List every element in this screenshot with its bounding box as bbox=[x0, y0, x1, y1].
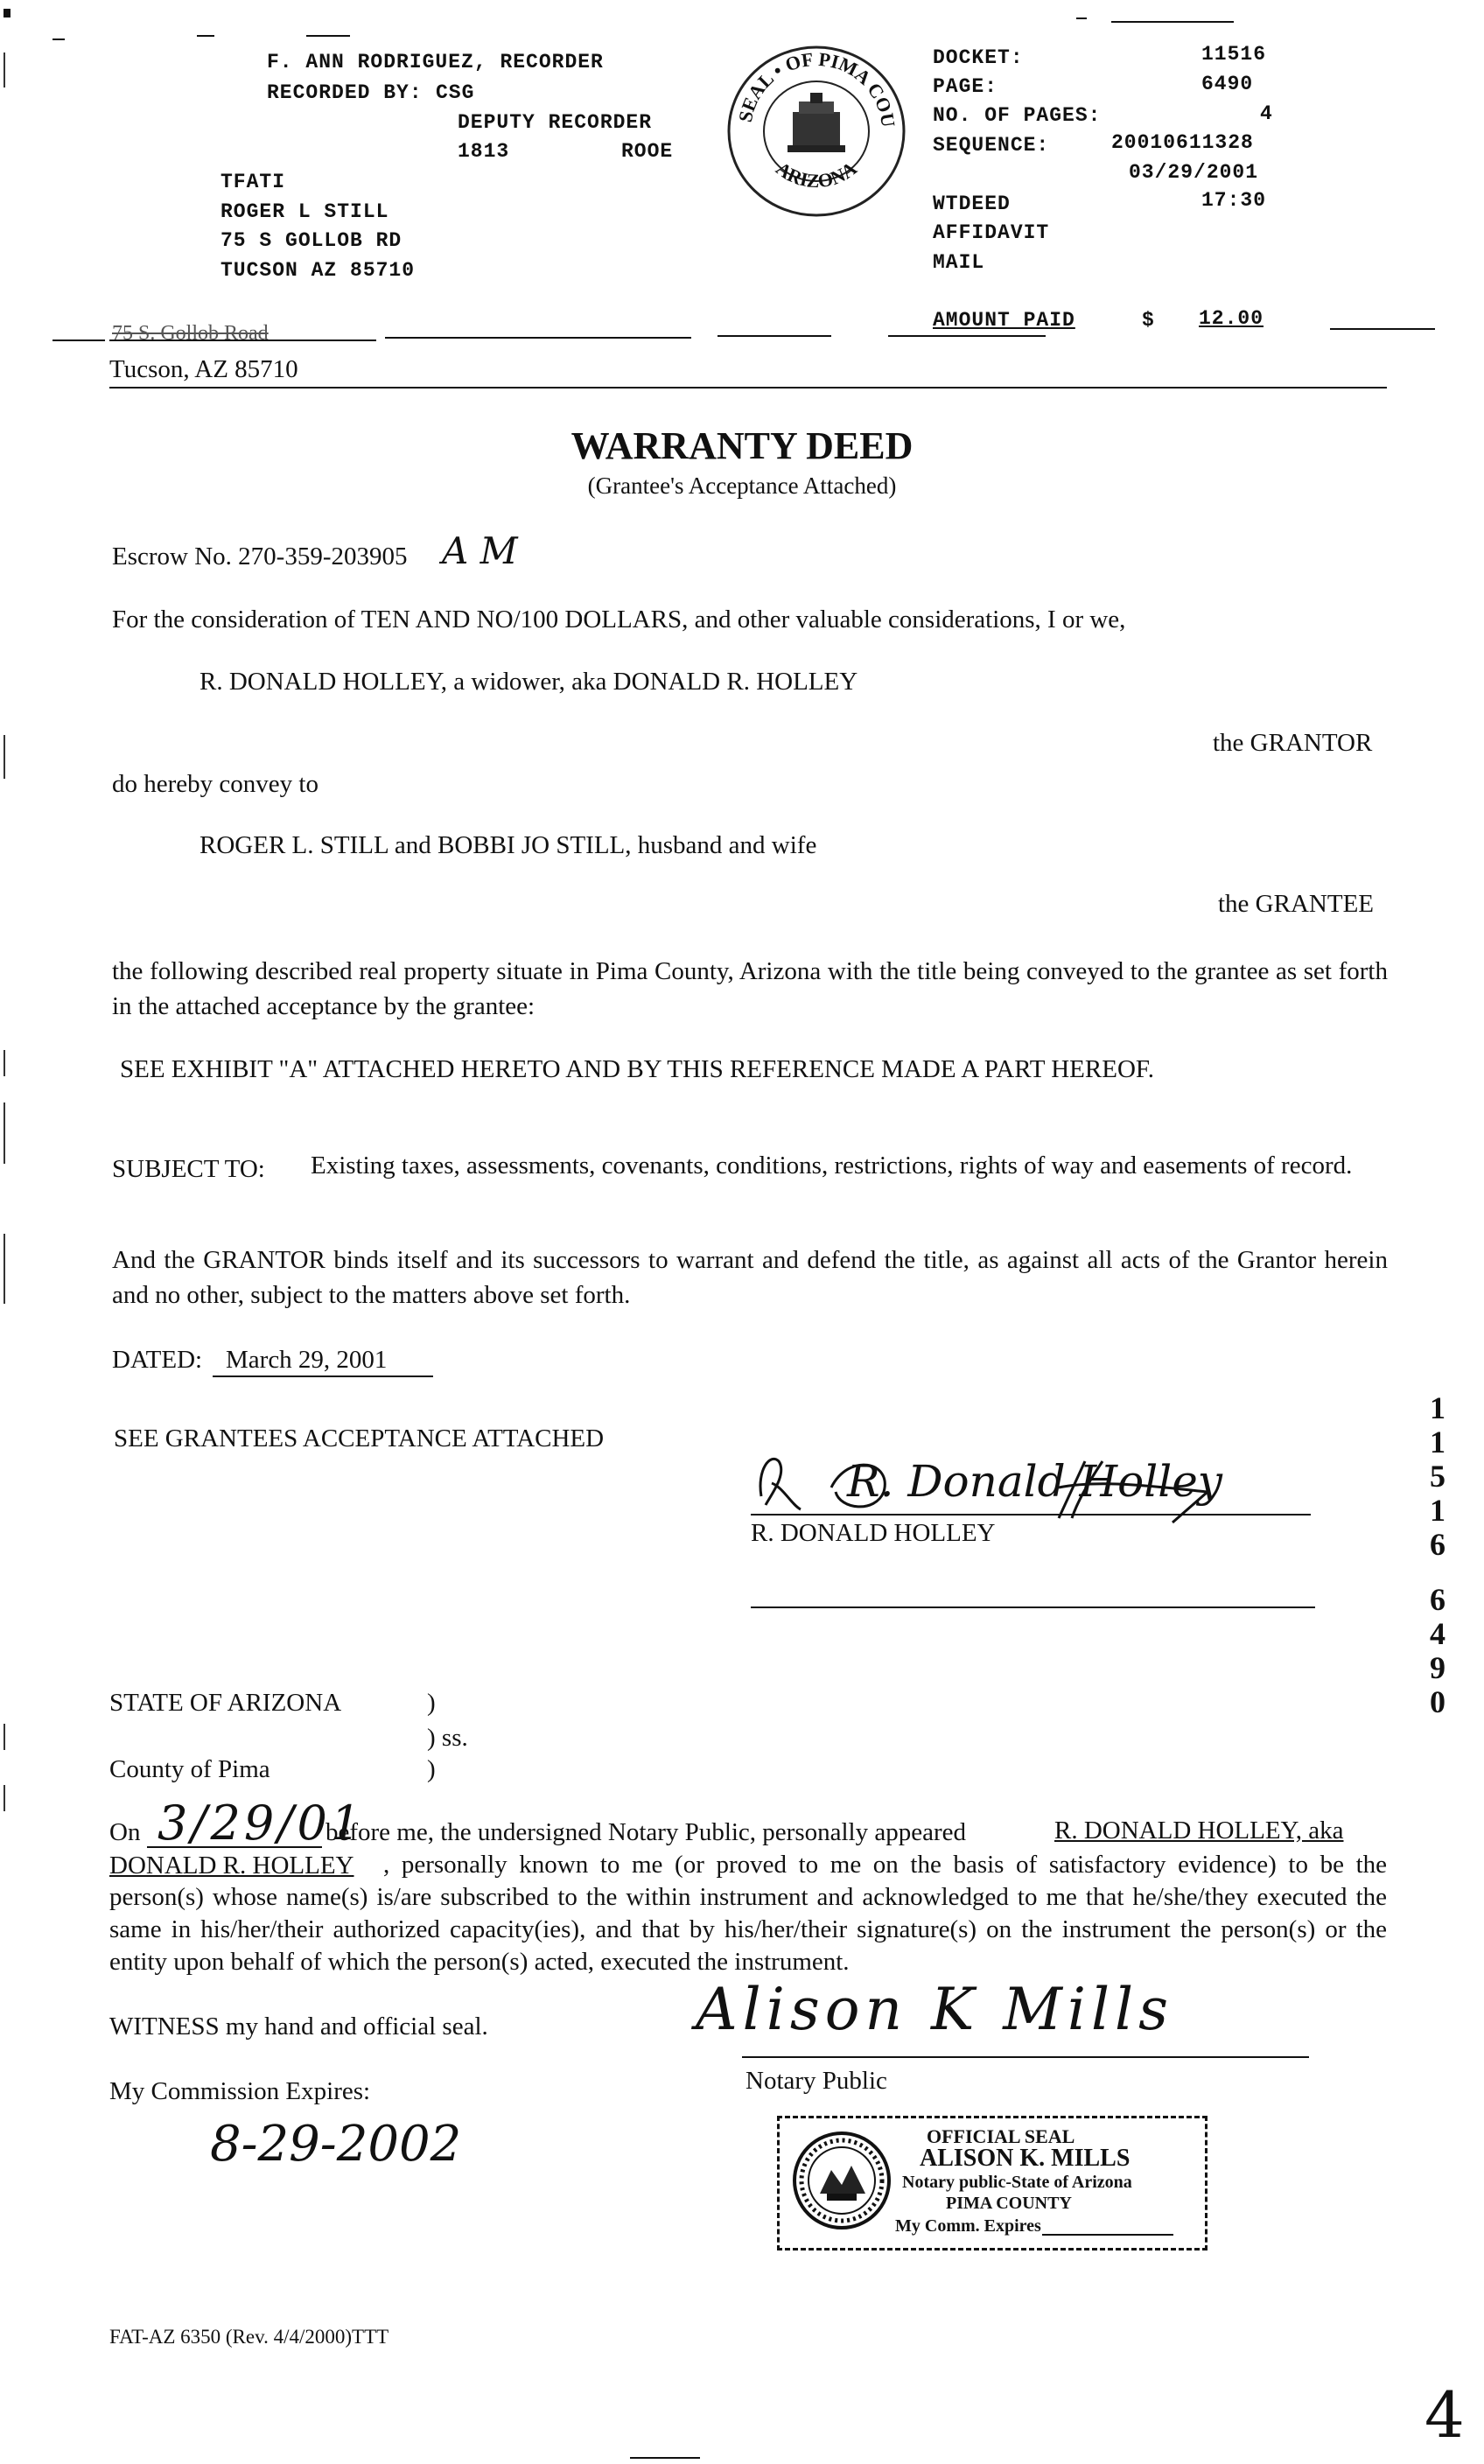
doc-type-mail: MAIL bbox=[933, 251, 985, 274]
struck-address: 75 S. Gollob Road bbox=[112, 322, 269, 341]
side-stamp-digit: 0 bbox=[1430, 1684, 1446, 1719]
amount-paid-label: AMOUNT PAID bbox=[933, 309, 1075, 332]
recording-time: 17:30 bbox=[1201, 189, 1267, 212]
side-stamp-digit: 5 bbox=[1430, 1459, 1446, 1494]
pima-county-seal-icon bbox=[717, 26, 908, 219]
scan-edge-mark bbox=[4, 52, 5, 88]
header-rule bbox=[385, 337, 691, 339]
docket-label: DOCKET: bbox=[933, 46, 1024, 69]
recording-date: 03/29/2001 bbox=[1129, 161, 1259, 184]
side-stamp-digit: 1 bbox=[1430, 1424, 1446, 1460]
notary-public-label: Notary Public bbox=[746, 2067, 887, 2095]
warranty-clause: And the GRANTOR binds itself and its successors to warrant and defend the title, as against all acts of the Grantor herein and no other, subject to the matters above set forth. bbox=[112, 1246, 1388, 1309]
acceptance-note: SEE GRANTEES ACCEPTANCE ATTACHED bbox=[114, 1424, 605, 1452]
scan-edge-mark bbox=[4, 1724, 5, 1750]
grantor-name: R. DONALD HOLLEY, a widower, aka DONALD R. HOLLEY bbox=[200, 668, 858, 696]
escrow-initials: A M bbox=[442, 529, 518, 572]
commission-date: 8-29-2002 bbox=[210, 2116, 462, 2173]
scan-edge-mark bbox=[4, 1102, 5, 1164]
recorded-by-label: RECORDED BY: bbox=[267, 81, 423, 104]
notary-on: On bbox=[109, 1818, 141, 1846]
notary-body: , personally known to me (or proved to me on the basis of satisfactory evidence) to be the person(s) whose name(s) is/are subscribed to the within instrument and acknowledged to me that he/she/they executed the same in his/her/their authorized capacity(ies), and that by his/her/their signature(s) on the instrument the person(s) or the entity upon behalf of which the person(s) acted, executed the instrument. bbox=[109, 1851, 1387, 1976]
header-rule bbox=[52, 340, 105, 341]
escrow-number: Escrow No. 270-359-203905 bbox=[112, 542, 408, 570]
commission-label: My Commission Expires: bbox=[109, 2077, 371, 2105]
recorder-line: F. ANN RODRIGUEZ, RECORDER bbox=[267, 51, 604, 74]
deputy-recorder-label: DEPUTY RECORDER bbox=[458, 111, 653, 134]
form-number: FAT-AZ 6350 (Rev. 4/4/2000)TTT bbox=[109, 2326, 389, 2348]
grantee-label: the GRANTEE bbox=[1218, 890, 1374, 918]
header-rule bbox=[888, 335, 1046, 337]
scan-edge-mark bbox=[4, 735, 5, 779]
document-subtitle: (Grantee's Acceptance Attached) bbox=[587, 472, 897, 499]
notary-appeared-name-2: DONALD R. HOLLEY bbox=[109, 1852, 354, 1880]
grantor-signature: R. Donald Holley bbox=[847, 1456, 1223, 1507]
header-rule bbox=[1330, 328, 1435, 330]
header-rule bbox=[718, 335, 831, 337]
arizona-state-seal-icon bbox=[792, 2131, 892, 2230]
side-stamp-digit: 6 bbox=[1430, 1582, 1446, 1617]
notary-seal-line: OFFICIAL SEAL bbox=[927, 2125, 1075, 2147]
return-name: ROGER L STILL bbox=[220, 200, 389, 223]
dated-value: March 29, 2001 bbox=[226, 1346, 388, 1374]
side-stamp bbox=[1424, 1391, 1451, 1719]
amount-paid-value: 12.00 bbox=[1199, 307, 1264, 330]
second-signature-line bbox=[751, 1606, 1315, 1608]
seal-text-bottom: ARIZONA bbox=[772, 157, 861, 192]
return-city: TUCSON AZ 85710 bbox=[220, 259, 416, 282]
subject-to-text: Existing taxes, assessments, covenants, conditions, restrictions, rights of way and easements of record. bbox=[311, 1152, 1353, 1180]
signer-name: R. DONALD HOLLEY bbox=[751, 1519, 996, 1547]
side-stamp-digit: 1 bbox=[1430, 1493, 1446, 1528]
consideration-clause: For the consideration of TEN AND NO/100 DOLLARS, and other valuable considerations, I or we, bbox=[112, 606, 1126, 634]
return-street: 75 S GOLLOB RD bbox=[220, 229, 402, 252]
venue-paren: ) bbox=[427, 1689, 436, 1717]
amount-currency: $ bbox=[1142, 309, 1155, 332]
scan-edge-mark bbox=[4, 1234, 5, 1304]
side-stamp-digit: 9 bbox=[1430, 1650, 1446, 1685]
notary-body-start: before me, the undersigned Notary Public, personally appeared bbox=[326, 1818, 966, 1846]
notary-appeared-name: R. DONALD HOLLEY, aka bbox=[1054, 1816, 1344, 1844]
deputy-code: ROOE bbox=[621, 140, 674, 163]
scan-edge-mark bbox=[4, 1785, 5, 1811]
notary-seal-line: My Comm. Expires bbox=[895, 2216, 1041, 2236]
notary-signature: Alison K Mills bbox=[696, 1976, 1174, 2043]
scan-edge-mark bbox=[4, 1050, 5, 1076]
side-stamp-digit: 6 bbox=[1430, 1527, 1446, 1562]
notary-signature-line bbox=[742, 2056, 1309, 2058]
page-number-handwritten: 4 bbox=[1424, 2378, 1465, 2452]
deputy-number: 1813 bbox=[458, 140, 510, 163]
scan-rule bbox=[52, 38, 65, 40]
sequence-label: SEQUENCE: bbox=[933, 134, 1050, 157]
city-line: Tucson, AZ 85710 bbox=[109, 355, 298, 383]
pages-label: NO. OF PAGES: bbox=[933, 104, 1102, 127]
svg-text:ARIZONA bbox=[772, 158, 861, 192]
scan-rule bbox=[1111, 21, 1234, 23]
return-code: TFATI bbox=[220, 171, 286, 193]
grantor-signature-line bbox=[751, 1514, 1311, 1516]
venue-ss: ) ss. bbox=[427, 1724, 468, 1752]
notary-seal-name: ALISON K. MILLS bbox=[920, 2145, 1130, 2172]
notary-hand-date: 3/29/01 bbox=[158, 1796, 365, 1851]
side-stamp-digit: 1 bbox=[1430, 1390, 1446, 1425]
property-description: the following described real property situate in Pima County, Arizona with the title being conveyed to the grantee as set forth in the attached acceptance by the grantee: bbox=[112, 957, 1388, 1020]
dated-rule bbox=[213, 1376, 433, 1377]
city-rule bbox=[109, 387, 1387, 388]
pages-count: 4 bbox=[1260, 102, 1273, 125]
notary-seal-line: Notary public-State of Arizona bbox=[902, 2173, 1132, 2192]
scan-rule bbox=[1076, 18, 1087, 19]
scan-rule bbox=[306, 35, 350, 37]
scan-edge-mark bbox=[4, 9, 10, 18]
grantor-label: the GRANTOR bbox=[1213, 729, 1373, 757]
subject-to-label: SUBJECT TO: bbox=[112, 1155, 265, 1183]
doc-type-affidavit: AFFIDAVIT bbox=[933, 221, 1050, 244]
sequence-number: 20010611328 bbox=[1111, 131, 1254, 154]
footer-rule bbox=[630, 2457, 700, 2459]
notary-witness: WITNESS my hand and official seal. bbox=[109, 2012, 488, 2040]
header-rule bbox=[109, 340, 376, 341]
scan-rule bbox=[197, 35, 214, 37]
doc-type-wtdeed: WTDEED bbox=[933, 192, 1011, 215]
dated-label: DATED: bbox=[112, 1346, 203, 1374]
venue-county: County of Pima bbox=[109, 1755, 270, 1783]
venue-state: STATE OF ARIZONA bbox=[109, 1689, 342, 1717]
page-label: PAGE: bbox=[933, 75, 998, 98]
document-title: WARRANTY DEED bbox=[570, 424, 914, 467]
notary-seal-line: PIMA COUNTY bbox=[946, 2194, 1072, 2213]
page-number: 6490 bbox=[1201, 73, 1254, 95]
notary-date-rule bbox=[147, 1846, 322, 1848]
docket-number: 11516 bbox=[1201, 43, 1267, 66]
grantee-name: ROGER L. STILL and BOBBI JO STILL, husband and wife bbox=[200, 831, 817, 859]
convey-clause: do hereby convey to bbox=[112, 770, 318, 798]
side-stamp-digit: 4 bbox=[1430, 1616, 1446, 1651]
venue-paren: ) bbox=[427, 1755, 436, 1783]
notary-seal-rule bbox=[1042, 2234, 1173, 2236]
recorded-by-value: CSG bbox=[436, 81, 475, 104]
seal-text-top: THE SEAL • OF PIMA COUNTY bbox=[717, 26, 900, 129]
exhibit-reference: SEE EXHIBIT "A" ATTACHED HERETO AND BY THIS REFERENCE MADE A PART HEREOF. bbox=[120, 1055, 1154, 1083]
notary-official-seal bbox=[777, 2116, 1208, 2250]
